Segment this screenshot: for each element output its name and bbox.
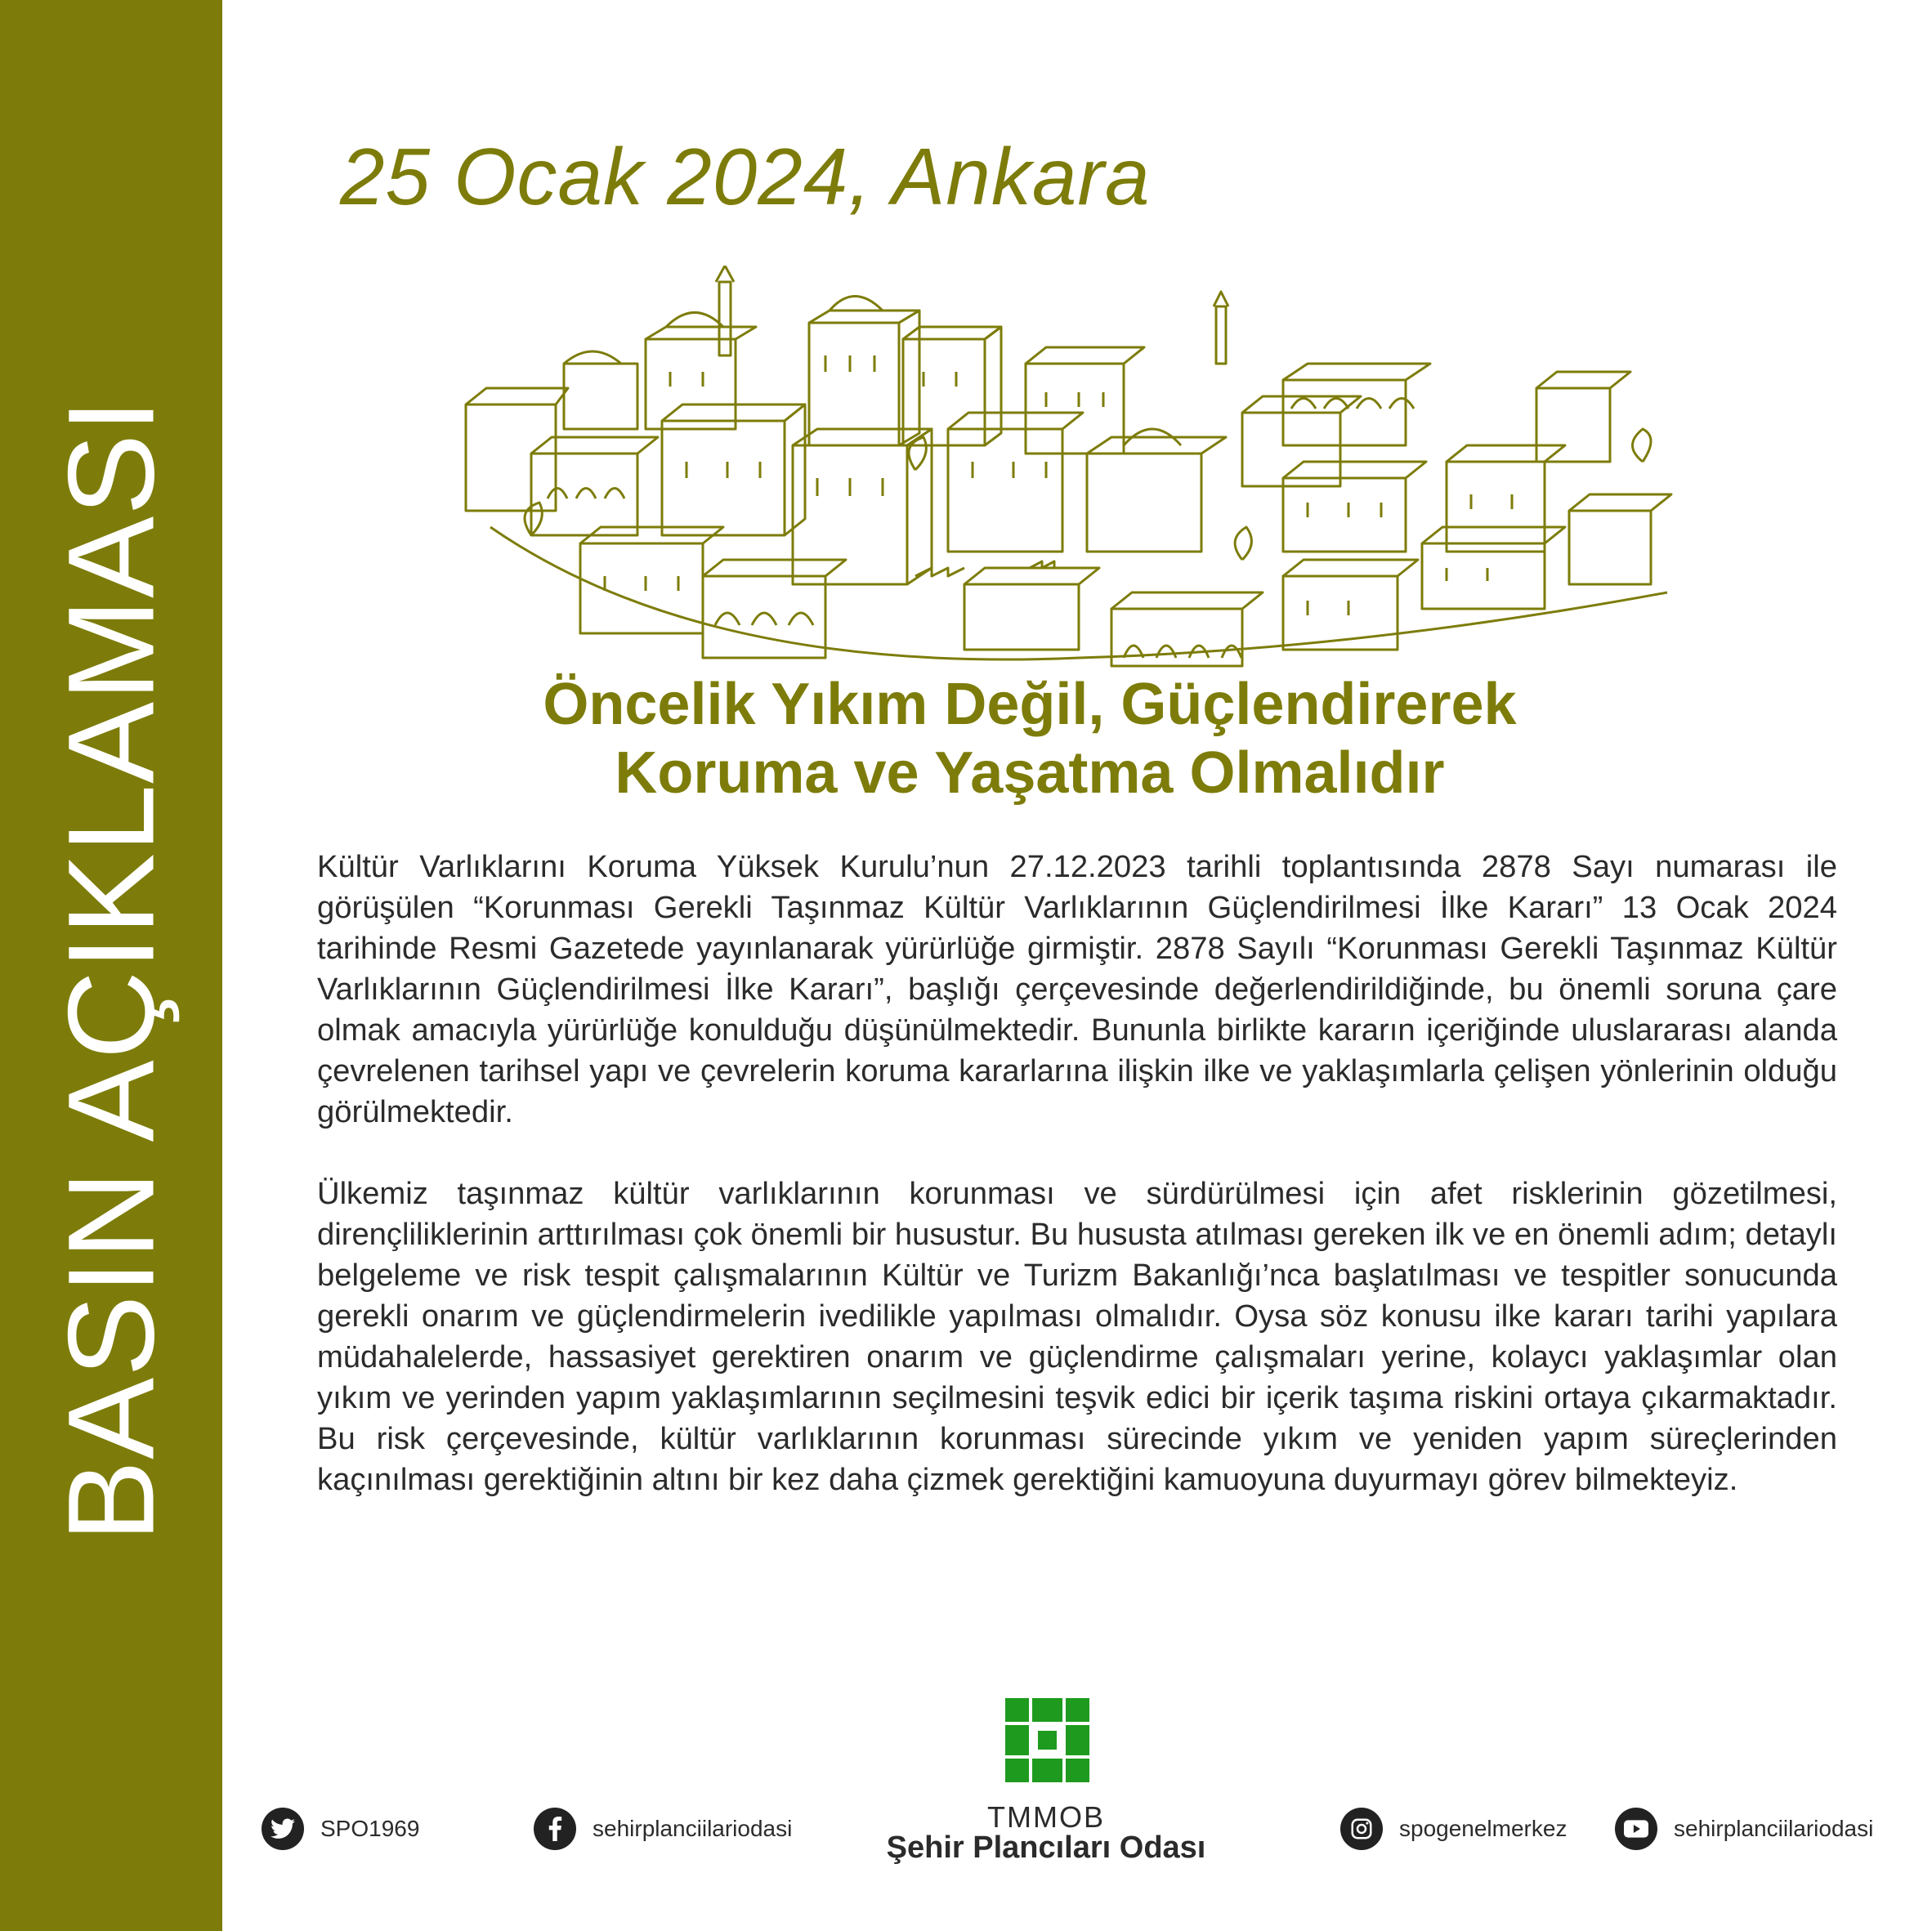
headline bbox=[327, 670, 1733, 807]
sidebar-title: BASIN AÇIKLAMASI bbox=[42, 398, 180, 1542]
youtube-handle: sehirplanciilariodasi bbox=[1674, 1816, 1874, 1841]
youtube-icon bbox=[1615, 1808, 1657, 1850]
date-location: 25 Ocak 2024, Ankara bbox=[340, 132, 1151, 221]
old-town-illustration bbox=[458, 266, 1692, 674]
logo-org-top: TMMOB bbox=[987, 1800, 1105, 1834]
twitter-handle: SPO1969 bbox=[320, 1816, 420, 1841]
facebook-icon bbox=[534, 1808, 576, 1850]
instagram-icon bbox=[1340, 1808, 1383, 1850]
social-facebook[interactable] bbox=[534, 1807, 792, 1851]
paragraph-1: Kültür Varlıklarını Koruma Yüksek Kurulu’nun 27.12.2023 tarihli toplantısında 2878 Sayı numarası ile görüşülen “Korunması Gerekli Taşınmaz Kültür Varlıklarının Güçlendirilmesi İlke Kararı” 13 Ocak 2024 tarihinde Resmi Gazetede yayınlanarak yürürlüğe girmiştir. 2878 Sayılı “Korunması Gerekli Taşınmaz Kültür Varlıklarının Güçlendirilmesi İlke Kararı”, başlığı çerçevesinde değerlendirildiğinde, bu önemli soruna çare olmak amacıyla yürürlüğe konulduğu düşünülmektedir. Bununla birlikte kararın içeriğinde uluslararası alanda çevrelenen tarihsel yapı ve çevrelerin koruma kararlarına ilişkin ilke ve yaklaşımlarla çelişen yönlerinin olduğu görülmektedir. bbox=[317, 849, 1837, 1129]
social-twitter[interactable] bbox=[262, 1807, 419, 1851]
facebook-handle: sehirplanciilariodasi bbox=[593, 1816, 793, 1841]
sidebar bbox=[0, 0, 222, 1931]
logo-org-name: Şehir Plancıları Odası bbox=[886, 1830, 1206, 1865]
headline-line-2: Koruma ve Yaşatma Olmalıdır bbox=[615, 740, 1445, 806]
paragraph-2: Ülkemiz taşınmaz kültür varlıklarının korunması ve sürdürülmesi için afet risklerinin gözetilmesi, dirençliliklerinin arttırılması çok önemli bir husustur. Bu hususta atılması gereken ilk ve en önemli adım; detaylı belgeleme ve risk tespit çalışmalarının Kültür ve Turizm Bakanlığı’nca başlatılması ve tespitler sonucunda gerekli onarım ve güçlendirmelerin ivedilikle yapılması olmalıdır. Oysa söz konusu ilke kararı tarihi yapılara müdahalelerde, hassasiyet gerektiren onarım ve güçlendirme çalışmaları yerine, kolaycı yaklaşımlar olan yıkım ve yerinden yapım yaklaşımlarının seçilmesini teşvik edici bir içerik taşıma riskini ortaya çıkarmaktadır. Bu risk çerçevesinde, kültür varlıklarının korunması sürecinde yıkım ve yeniden yapım süreçlerinden kaçınılması gerektiğinin altını bir kez daha çizmek gerektiğini kamuoyuna duyurmayı görev bilmekteyiz. bbox=[317, 1176, 1837, 1497]
spo-logo-mark-icon bbox=[1005, 1698, 1089, 1782]
social-youtube[interactable] bbox=[1615, 1807, 1873, 1851]
twitter-icon bbox=[262, 1808, 304, 1850]
instagram-handle: spogenelmerkez bbox=[1399, 1816, 1568, 1841]
headline-line-1: Öncelik Yıkım Değil, Güçlendirerek bbox=[543, 672, 1517, 737]
social-instagram[interactable] bbox=[1340, 1807, 1567, 1851]
press-release-body bbox=[317, 847, 1837, 1541]
